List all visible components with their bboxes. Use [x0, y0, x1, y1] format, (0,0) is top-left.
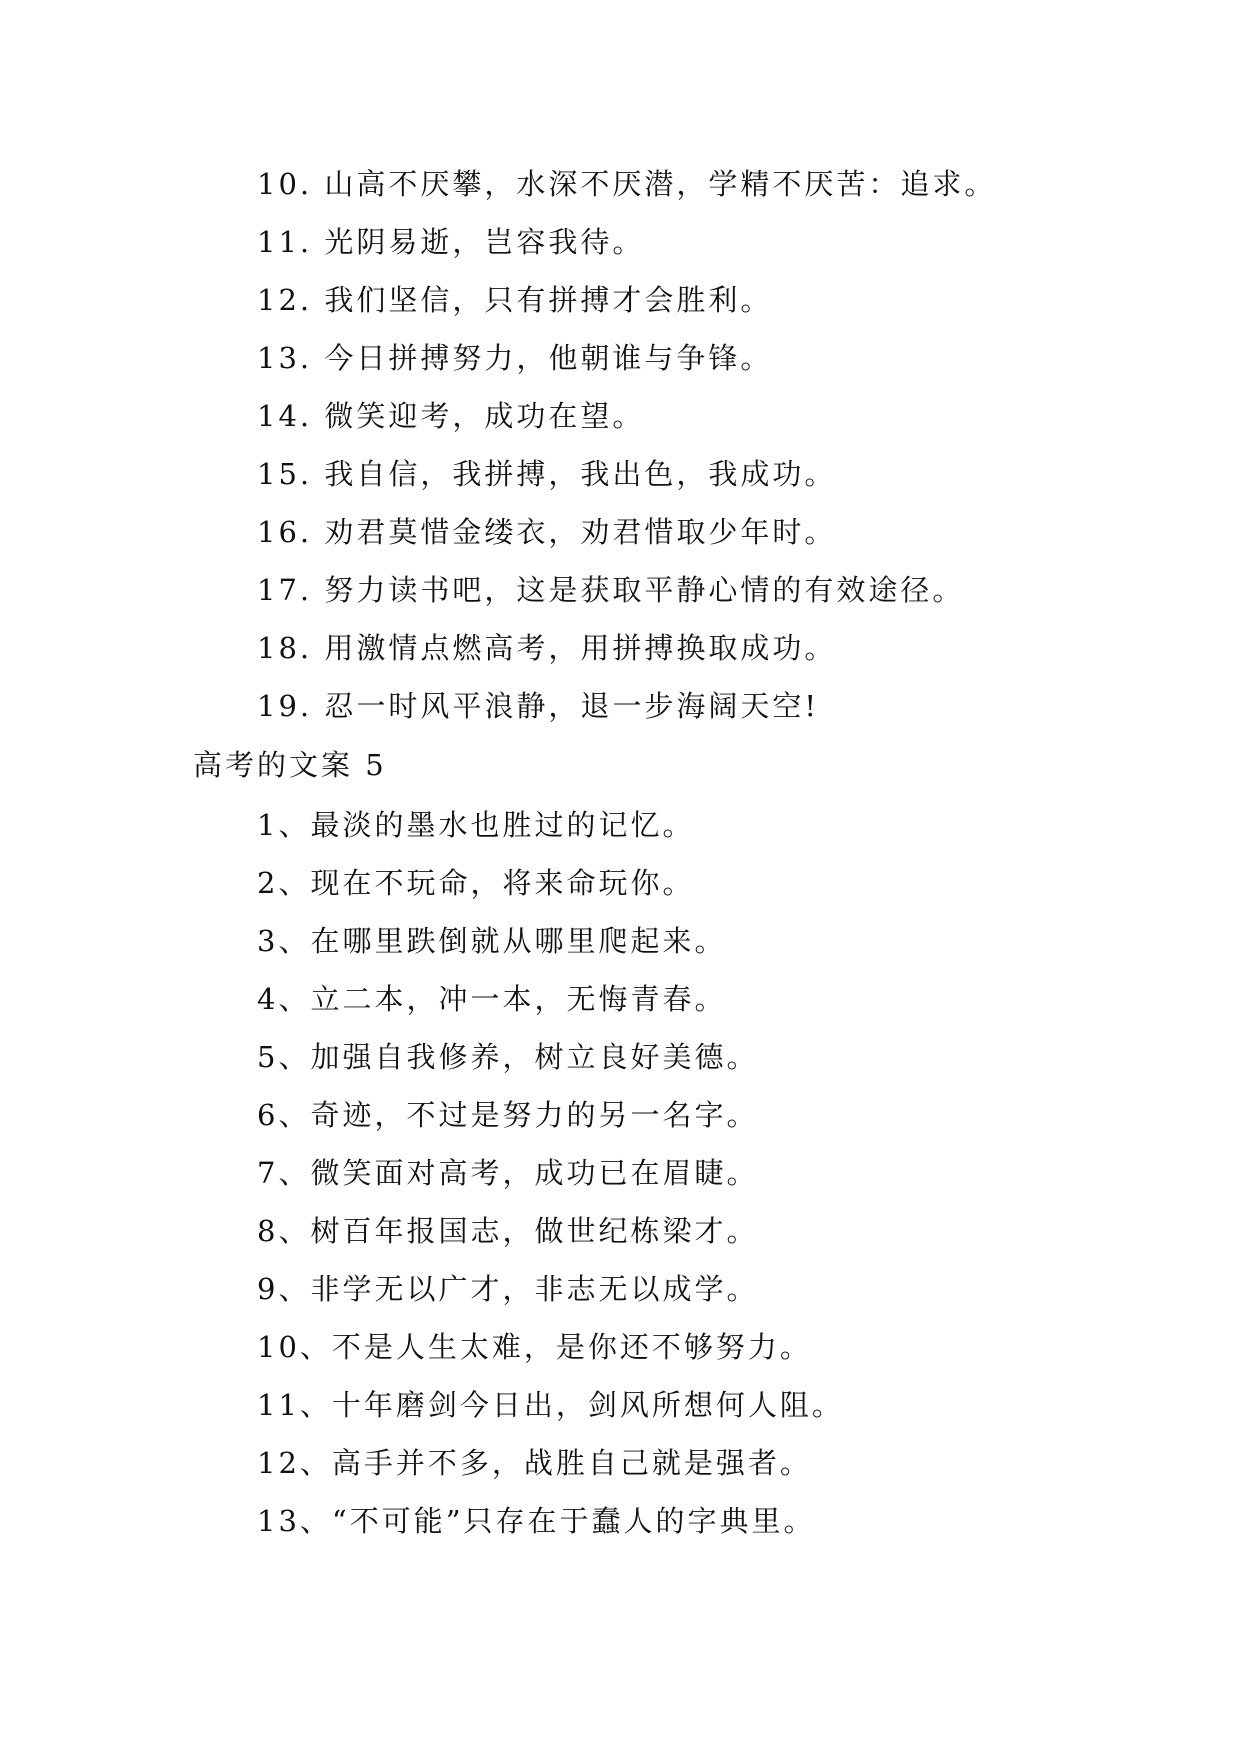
list-item: 2、现在不玩命，将来命玩你。	[257, 866, 695, 900]
list-item: 1、最淡的墨水也胜过的记忆。	[257, 808, 695, 842]
section-heading: 高考的文案 5	[193, 748, 387, 782]
list-item: 16. 劝君莫惜金缕衣，劝君惜取少年时。	[257, 515, 837, 549]
list-item: 17. 努力读书吧，这是获取平静心情的有效途径。	[257, 573, 965, 607]
list-item: 10、不是人生太难，是你还不够努力。	[257, 1330, 812, 1364]
list-item: 18. 用激情点燃高考，用拼搏换取成功。	[257, 631, 837, 665]
list-item: 7、微笑面对高考，成功已在眉睫。	[257, 1156, 759, 1190]
list-item: 3、在哪里跌倒就从哪里爬起来。	[257, 924, 727, 958]
list-item: 11. 光阴易逝，岂容我待。	[257, 225, 645, 259]
list-item: 5、加强自我修养，树立良好美德。	[257, 1040, 759, 1074]
list-item: 13. 今日拼搏努力，他朝谁与争锋。	[257, 341, 773, 375]
list-item: 9、非学无以广才，非志无以成学。	[257, 1272, 759, 1306]
list-item: 14. 微笑迎考，成功在望。	[257, 399, 645, 433]
list-item: 19. 忍一时风平浪静，退一步海阔天空!	[257, 689, 819, 723]
list-item: 12. 我们坚信，只有拼搏才会胜利。	[257, 283, 773, 317]
list-item: 6、奇迹，不过是努力的另一名字。	[257, 1098, 759, 1132]
list-item: 8、树百年报国志，做世纪栋梁才。	[257, 1214, 759, 1248]
list-item: 10. 山高不厌攀，水深不厌潜，学精不厌苦：追求。	[257, 167, 997, 201]
list-item: 11、十年磨剑今日出，剑风所想何人阻。	[257, 1388, 844, 1422]
list-item: 4、立二本，冲一本，无悔青春。	[257, 982, 727, 1016]
list-item: 13、“不可能”只存在于蠢人的字典里。	[257, 1504, 816, 1538]
list-item: 15. 我自信，我拼搏，我出色，我成功。	[257, 457, 837, 491]
list-item: 12、高手并不多，战胜自己就是强者。	[257, 1446, 812, 1480]
